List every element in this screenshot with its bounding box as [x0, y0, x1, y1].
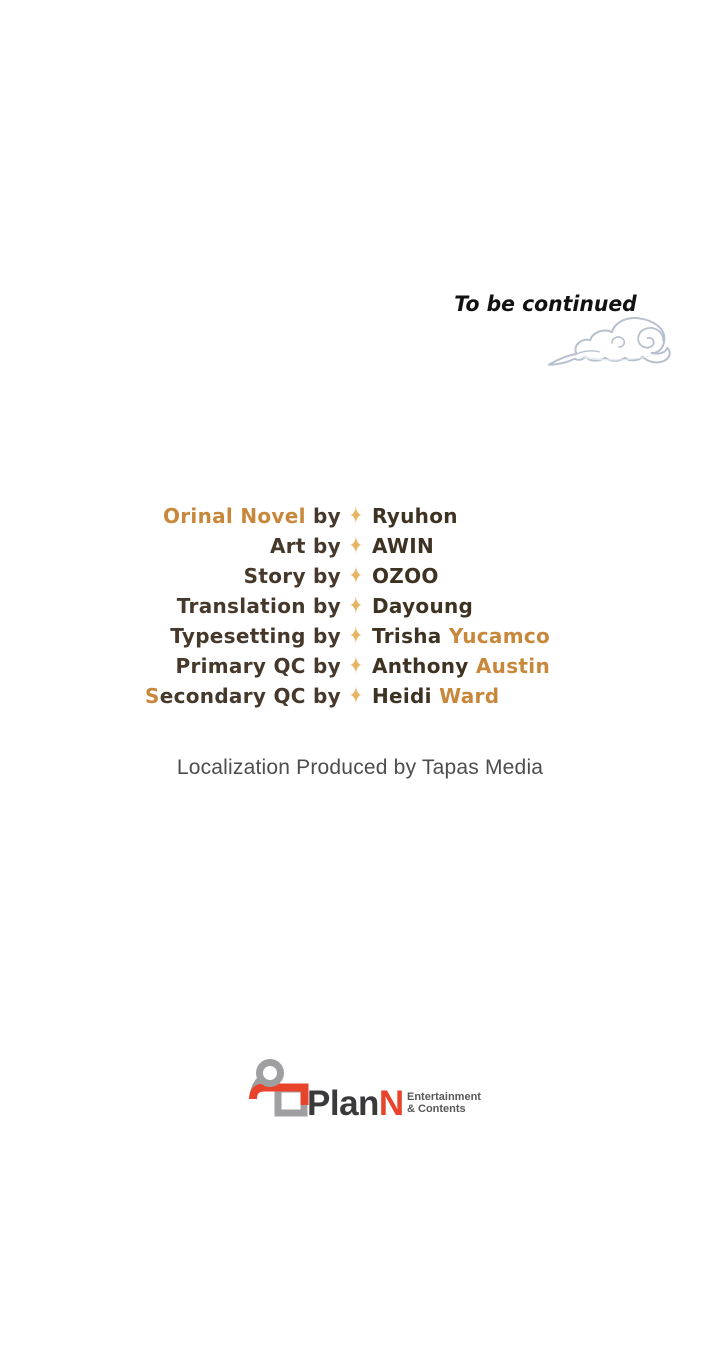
- plann-tagline: [407, 1091, 481, 1115]
- star-icon: ✦: [349, 500, 363, 530]
- credit-name: [366, 534, 620, 558]
- credit-label: [96, 654, 346, 678]
- to-be-continued-text: To be continued: [454, 292, 637, 316]
- credit-name-accent: Ward: [439, 684, 500, 708]
- credit-name: [366, 684, 620, 708]
- credit-label: [96, 534, 346, 558]
- credit-name-accent: Yucamco: [448, 624, 551, 648]
- plann-wordmark-accent: N: [378, 1084, 404, 1123]
- credit-label-main: Translation by: [176, 594, 341, 618]
- credit-name: [366, 594, 620, 618]
- credit-name: [366, 624, 620, 648]
- credit-name-main: Ryuhon: [372, 504, 458, 528]
- credit-label: [96, 504, 346, 528]
- credit-name-main: Anthony: [372, 654, 476, 678]
- credit-label-main: Story by: [243, 564, 341, 588]
- credit-label-accent: Orinal Novel: [162, 504, 314, 528]
- star-icon: ✦: [349, 650, 363, 680]
- credits-block: [96, 501, 620, 711]
- credit-name-main: Trisha: [372, 624, 449, 648]
- credit-name: [366, 654, 620, 678]
- credit-label: [96, 684, 346, 708]
- credit-label-main: by: [313, 504, 341, 528]
- plann-logo-mark-icon: [247, 1058, 313, 1124]
- credit-label: [96, 624, 346, 648]
- credit-name-main: Heidi: [372, 684, 440, 708]
- star-icon: ✦: [349, 680, 363, 710]
- credit-name: [366, 504, 620, 528]
- credit-name-accent: Austin: [475, 654, 550, 678]
- star-icon: ✦: [349, 590, 363, 620]
- credit-label-main: econdary QC by: [159, 684, 341, 708]
- star-icon: ✦: [349, 530, 363, 560]
- star-icon: ✦: [349, 620, 363, 650]
- plann-wordmark: [307, 1084, 404, 1124]
- credit-name-main: AWIN: [372, 534, 435, 558]
- plann-tagline-line1: Entertainment: [407, 1091, 481, 1103]
- credit-row-secondary-qc: [96, 681, 620, 711]
- logo-square-shape: [278, 1089, 304, 1113]
- localization-credit-text: Localization Produced by Tapas Media: [176, 756, 544, 779]
- credit-name: [366, 564, 620, 588]
- credit-label: [96, 594, 346, 618]
- plann-wordmark-main: Plan: [307, 1084, 379, 1123]
- cloud-illustration: [543, 313, 691, 373]
- logo-ring-shape: [260, 1063, 281, 1084]
- star-icon: ✦: [349, 560, 363, 590]
- cloud-body: [549, 318, 670, 365]
- plann-tagline-line2: & Contents: [407, 1103, 466, 1115]
- credit-label-main: Art by: [269, 534, 341, 558]
- plann-logo: [247, 1058, 507, 1128]
- credit-label-main: Typesetting by: [170, 624, 341, 648]
- credit-name-main: Dayoung: [372, 594, 474, 618]
- credit-label: [96, 564, 346, 588]
- credit-name-main: OZOO: [372, 564, 439, 588]
- credit-label-accent: S: [145, 684, 160, 708]
- credit-label-main: Primary QC by: [175, 654, 341, 678]
